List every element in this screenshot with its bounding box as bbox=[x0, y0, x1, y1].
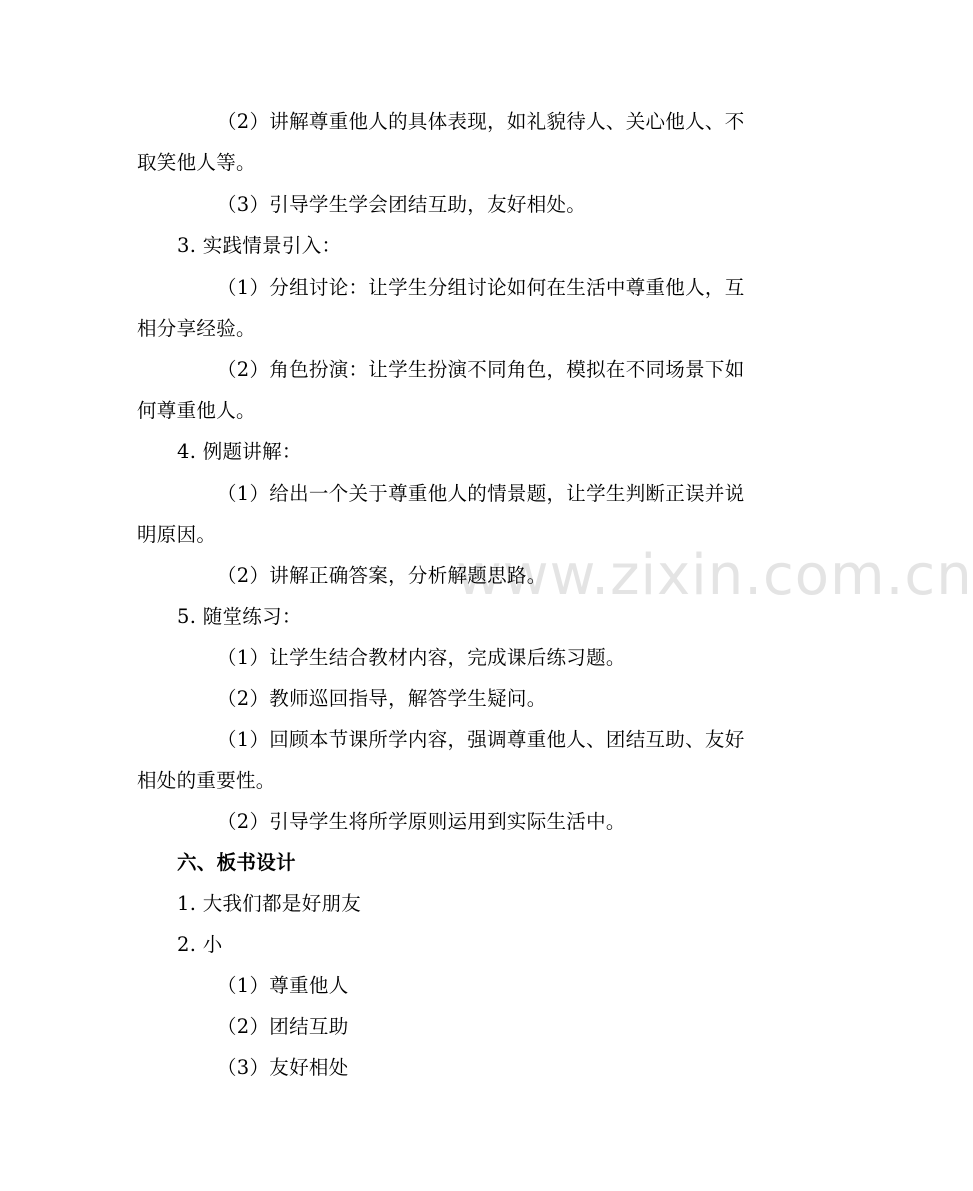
paragraph-line: 取笑他人等。 bbox=[137, 151, 256, 174]
list-item: （1）尊重他人 bbox=[217, 974, 349, 997]
paragraph-line: （1）给出一个关于尊重他人的情景题，让学生判断正误并说 bbox=[217, 482, 745, 505]
paragraph-line: （2）讲解尊重他人的具体表现，如礼貌待人、关心他人、不 bbox=[217, 110, 745, 133]
paragraph-line: （2）讲解正确答案，分析解题思路。 bbox=[217, 564, 547, 587]
paragraph-line: 何尊重他人。 bbox=[137, 399, 256, 422]
paragraph-line: （2）引导学生将所学原则运用到实际生活中。 bbox=[217, 810, 626, 833]
paragraph-line: 相分享经验。 bbox=[137, 317, 256, 340]
paragraph-line: （1）让学生结合教材内容，完成课后练习题。 bbox=[217, 646, 626, 669]
paragraph-line: （2）教师巡回指导，解答学生疑问。 bbox=[217, 687, 547, 710]
section-heading: 4. 例题讲解： bbox=[177, 440, 302, 463]
list-item: 1. 大我们都是好朋友 bbox=[177, 892, 362, 915]
paragraph-line: （3）引导学生学会团结互助，友好相处。 bbox=[217, 193, 587, 216]
paragraph-line: （2）角色扮演：让学生扮演不同角色，模拟在不同场景下如 bbox=[217, 358, 745, 381]
watermark: www.zixin.com.cn bbox=[456, 543, 973, 608]
list-item: 2. 小 bbox=[177, 933, 223, 956]
chapter-heading: 六、板书设计 bbox=[177, 851, 296, 874]
section-heading: 5. 随堂练习： bbox=[177, 605, 302, 628]
list-item: （3）友好相处 bbox=[217, 1056, 349, 1079]
section-heading: 3. 实践情景引入： bbox=[177, 234, 342, 257]
paragraph-line: （1）分组讨论：让学生分组讨论如何在生活中尊重他人，互 bbox=[217, 276, 745, 299]
paragraph-line: 相处的重要性。 bbox=[137, 769, 276, 792]
paragraph-line: 明原因。 bbox=[137, 523, 217, 546]
paragraph-line: （1）回顾本节课所学内容，强调尊重他人、团结互助、友好 bbox=[217, 728, 745, 751]
list-item: （2）团结互助 bbox=[217, 1015, 349, 1038]
